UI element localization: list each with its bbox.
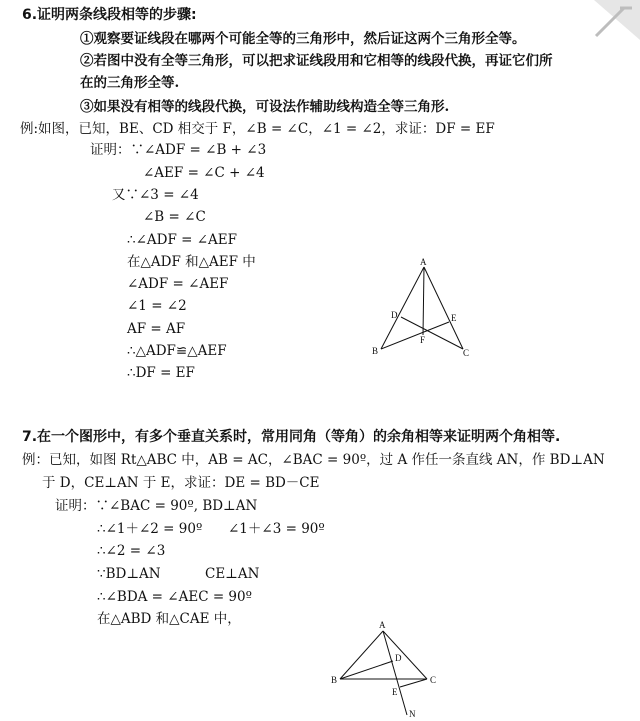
proof7-line-1: 证明：∵∠BAC = 90º, BD⊥AN [55, 498, 258, 514]
section6-heading: 6.证明两条线段相等的步骤: [22, 7, 197, 23]
section6-step3: ③如果没有相等的线段代换，可设法作辅助线构造全等三角形. [80, 99, 450, 115]
section6-step2-line1: ②若图中没有全等三角形，可以把求证线段用和它相等的线段代换，再证它们所 [80, 53, 553, 69]
right-triangle-figure-2 [325, 615, 450, 719]
fig1-label-B: B [372, 346, 379, 356]
proof6-line-4: ∠B = ∠C [143, 209, 206, 225]
proof6-line-6: 在△ADF 和△AEF 中 [127, 254, 256, 270]
proof7-line-2: ∴∠1＋∠2 = 90º [97, 521, 203, 537]
proof7-line-6: CE⊥AN [205, 566, 260, 582]
proof7-line-3: ∠1＋∠3 = 90º [228, 521, 325, 537]
image-fold-corner-icon [576, 0, 640, 40]
fig2-label-D: D [395, 653, 402, 663]
proof6-line-11: ∴DF = EF [127, 365, 195, 381]
proof6-line-10: ∴△ADF≌△AEF [127, 343, 227, 359]
fig1-label-F: F [420, 335, 426, 345]
fig2-label-C: C [430, 675, 437, 685]
proof6-line-3: 又∵∠3 = ∠4 [112, 187, 199, 203]
fig1-label-E: E [451, 313, 457, 323]
proof6-line-2: ∠AEF = ∠C + ∠4 [143, 165, 265, 181]
proof6-line-9: AF = AF [127, 321, 186, 337]
proof7-line-4: ∴∠2 = ∠3 [97, 543, 166, 559]
section6-example: 例:如图，已知，BE、CD 相交于 F，∠B = ∠C，∠1 = ∠2，求证：DF = EF [20, 121, 495, 137]
fig2-label-E: E [392, 687, 398, 697]
fig1-label-A: A [420, 257, 427, 267]
fig1-label-C: C [463, 348, 470, 358]
proof6-line-5: ∴∠ADF = ∠AEF [127, 232, 238, 248]
triangle-figure-1 [365, 255, 475, 360]
section7-example-line2: 于 D，CE⊥AN 于 E，求证：DE = BD－CE [42, 475, 320, 491]
section6-step1: ①观察要证线段在哪两个可能全等的三角形中，然后证这两个三角形全等。 [80, 31, 526, 47]
fig2-label-N: N [409, 709, 416, 719]
section7-heading: 7.在一个图形中，有多个垂直关系时，常用同角（等角）的余角相等来证明两个角相等. [22, 429, 561, 445]
section6-step2-line2: 在的三角形全等. [80, 75, 180, 91]
proof6-line-7: ∠ADF = ∠AEF [127, 276, 229, 292]
fig2-label-B: B [331, 675, 338, 685]
proof7-line-7: ∴∠BDA = ∠AEC = 90º [97, 589, 252, 605]
proof7-line-8: 在△ABD 和△CAE 中， [97, 611, 241, 627]
fig1-label-D: D [391, 310, 398, 320]
proof6-line-8: ∠1 = ∠2 [127, 298, 187, 314]
fig2-label-A: A [379, 620, 386, 630]
proof6-line-1: 证明：∵∠ADF = ∠B + ∠3 [90, 142, 267, 158]
proof7-line-5: ∵BD⊥AN [97, 566, 161, 582]
section7-example-line1: 例：已知，如图 Rt△ABC 中，AB = AC，∠BAC = 90º，过 A 作任一条直线 AN，作 BD⊥AN [22, 452, 605, 468]
